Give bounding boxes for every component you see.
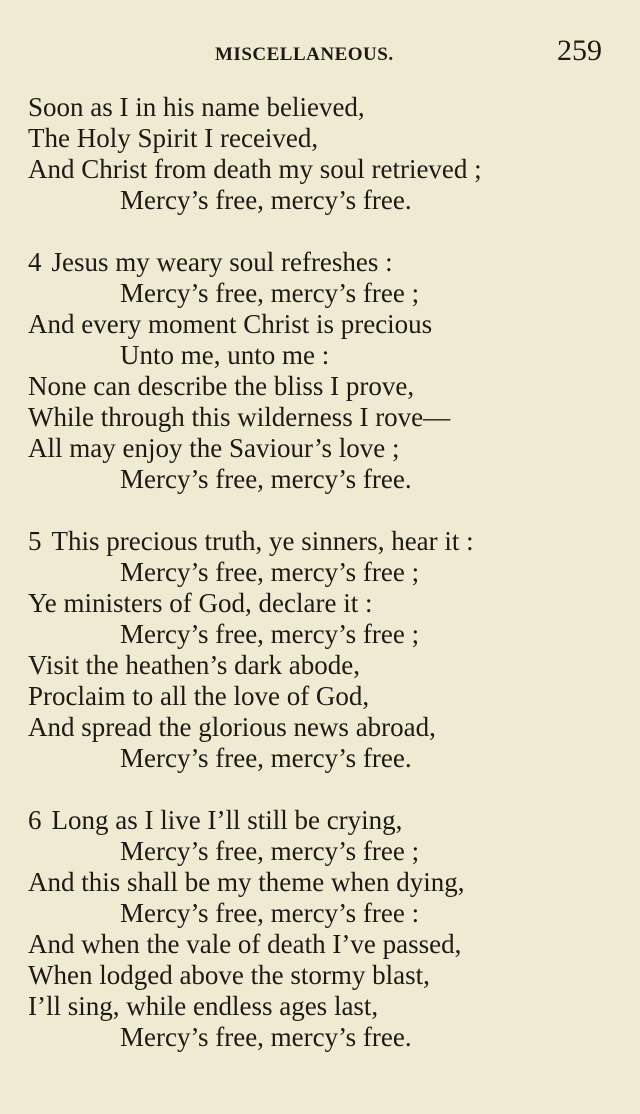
stanza <box>28 247 628 495</box>
stanza <box>28 92 628 216</box>
verse-line <box>28 526 628 557</box>
verse-line <box>28 712 628 743</box>
running-head: MISCELLANEOUS. <box>215 44 394 65</box>
verse-line <box>28 681 628 712</box>
line-text: Ye ministers of God, declare it : <box>28 588 373 618</box>
refrain-line <box>28 836 628 867</box>
line-text: Mercy’s free, mercy’s free ; <box>120 278 420 308</box>
refrain-line <box>28 278 628 309</box>
line-text: Visit the heathen’s dark abode, <box>28 650 361 680</box>
line-text: And Christ from death my soul retrieved ; <box>28 154 482 184</box>
line-text: And this shall be my theme when dying, <box>28 867 465 897</box>
verse-line <box>28 402 628 433</box>
line-text: Mercy’s free, mercy’s free ; <box>120 836 420 866</box>
line-text: Soon as I in his name believed, <box>28 92 365 122</box>
line-text: Long as I live I’ll still be crying, <box>51 805 403 835</box>
verse-line <box>28 247 628 278</box>
verse-line <box>28 929 628 960</box>
verse-line <box>28 92 628 123</box>
line-text: Unto me, unto me : <box>120 340 330 370</box>
line-text: Mercy’s free, mercy’s free ; <box>120 619 420 649</box>
verse-line <box>28 867 628 898</box>
line-text: And spread the glorious news abroad, <box>28 712 436 742</box>
line-text: While through this wilderness I rove— <box>28 402 451 432</box>
line-text: Mercy’s free, mercy’s free. <box>120 1022 412 1052</box>
line-text: And when the vale of death I’ve passed, <box>28 929 462 959</box>
page-number: 259 <box>557 34 602 67</box>
line-text: The Holy Spirit I received, <box>28 123 319 153</box>
refrain-line <box>28 743 628 774</box>
verse-line <box>28 805 628 836</box>
line-text: None can describe the bliss I prove, <box>28 371 415 401</box>
verse-line <box>28 309 628 340</box>
verse-line <box>28 154 628 185</box>
line-text: Jesus my weary soul refreshes : <box>51 247 393 277</box>
verse-number: 5 <box>28 526 42 556</box>
line-text: And every moment Christ is precious <box>28 309 433 339</box>
refrain-line <box>28 1022 628 1053</box>
verse-line <box>28 991 628 1022</box>
verse-line <box>28 433 628 464</box>
verse-line <box>28 960 628 991</box>
line-text: Mercy’s free, mercy’s free ; <box>120 557 420 587</box>
line-text: Mercy’s free, mercy’s free. <box>120 185 412 215</box>
stanza <box>28 805 628 1053</box>
refrain-line <box>28 619 628 650</box>
line-text: Mercy’s free, mercy’s free. <box>120 743 412 773</box>
line-text: Mercy’s free, mercy’s free. <box>120 464 412 494</box>
line-text: Proclaim to all the love of God, <box>28 681 370 711</box>
refrain-line <box>28 464 628 495</box>
line-text: When lodged above the stormy blast, <box>28 960 430 990</box>
refrain-line <box>28 557 628 588</box>
verse-number: 6 <box>28 805 42 835</box>
line-text: This precious truth, ye sinners, hear it : <box>51 526 474 556</box>
refrain-line <box>28 898 628 929</box>
verse-line <box>28 650 628 681</box>
stanza <box>28 526 628 774</box>
refrain-line <box>28 185 628 216</box>
verse-line <box>28 123 628 154</box>
refrain-line <box>28 340 628 371</box>
line-text: I’ll sing, while endless ages last, <box>28 991 379 1021</box>
verse-number: 4 <box>28 247 42 277</box>
verse-line <box>28 588 628 619</box>
line-text: All may enjoy the Saviour’s love ; <box>28 433 400 463</box>
line-text: Mercy’s free, mercy’s free : <box>120 898 420 928</box>
verse-line <box>28 371 628 402</box>
hymn-text <box>28 92 628 1084</box>
